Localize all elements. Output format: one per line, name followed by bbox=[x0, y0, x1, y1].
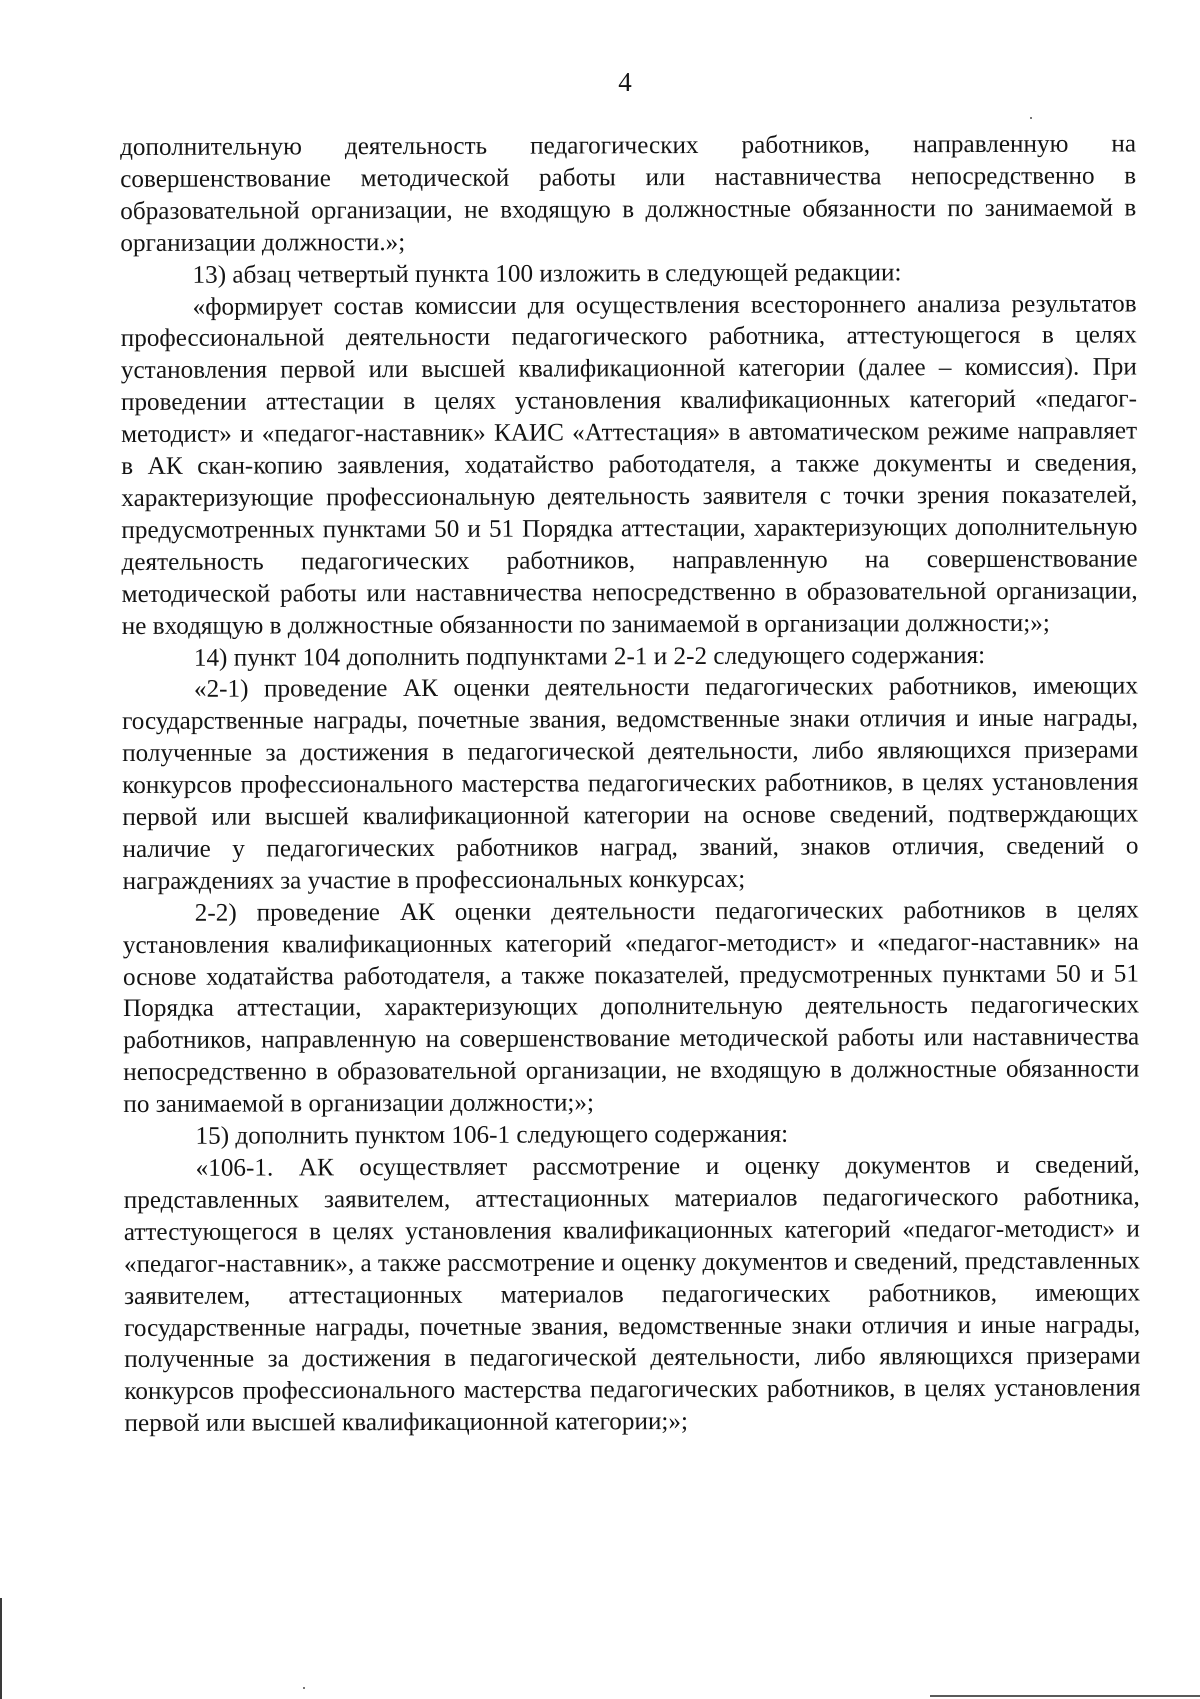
scan-dust-dot bbox=[1030, 117, 1032, 119]
paragraph-item-15: 15) дополнить пунктом 106-1 следующего содержания: bbox=[195, 1120, 789, 1150]
paragraph-subitem-2-2: 2-2) проведение АК оценки деятельности педагогических работников в целях установления квалификационных категорий «педагог-методист» и «педагог-наставник» на основе ходатайства работодателя, а также показателей, предусмотренных пунктами 50 и 51 Порядка аттестации, характеризующих дополнительную деятельность педагогических работников, направленную на совершенствование методической работы или наставничества непосредственно в образовательной организации, не входящую в должностные обязанности по занимаемой в организации должности;»; bbox=[122, 896, 1140, 1119]
paragraph-subitem-2-1: «2-1) проведение АК оценки деятельности педагогических работников, имеющих государственные награды, почетные звания, ведомственные знаки отличия и иные награды, полученные за достижения в педагогической деятельности, либо являющихся призерами конкурсов профессионального мастерства педагогических работников, в целях установления первой или высшей квалификационной категории на основе сведений, подтверждающих наличие у педагогических работников наград, званий, знаков отличия, сведений о награждениях за участие в профессиональных конкурсах; bbox=[122, 672, 1139, 895]
paragraph-continuation: дополнительную деятельность педагогических работников, направленную на совершенствование методической работы или наставничества непосредственно в образовательной организации, не входящую в должностные обязанности по занимаемой в организации должности.»; bbox=[120, 130, 1137, 257]
paragraph-item-13: 13) абзац четвертый пункта 100 изложить в следующей редакции: bbox=[192, 258, 902, 289]
paragraph-item-14: 14) пункт 104 дополнить подпунктами 2-1 и 2-2 следующего содержания: bbox=[193, 641, 986, 672]
scan-dust-dot bbox=[303, 1687, 305, 1689]
page-number: 4 bbox=[618, 67, 632, 97]
scan-edge-mark-bottom bbox=[930, 1695, 1200, 1697]
paragraph-item-13-text: «формирует состав комиссии для осуществления всестороннего анализа результатов профессиональной деятельности педагогического работника, аттестующегося в целях установления первой или высшей квалификационной категории (далее – комиссия). При проведении аттестации в целях установления квалификационных категорий «педагог-методист» и «педагог-наставник» КАИС «Аттестация» в автоматическом режиме направляет в АК скан-копию заявления, ходатайство работодателя, а также документы и сведения, характеризующие профессиональную деятельность заявителя с точки зрения показателей, предусмотренных пунктами 50 и 51 Порядка аттестации, характеризующих дополнительную деятельность педагогических работников, направленную на совершенствование методической работы или наставничества непосредственно в образовательной организации, не входящую в должностные обязанности по занимаемой в организации должности;»; bbox=[120, 289, 1138, 640]
document-body bbox=[120, 128, 1141, 1440]
paragraph-item-106-1-text: «106-1. АК осуществляет рассмотрение и оценку документов и сведений, представленных заявителем, аттестационных материалов педагогического работника, аттестующегося в целях установления квалификационных категорий «педагог-методист» и «педагог-наставник», а также рассмотрение и оценку документов и сведений, представленных заявителем, аттестационных материалов педагогических работников, имеющих государственные награды, почетные звания, ведомственные знаки отличия и иные награды, полученные за достижения в педагогической деятельности, либо являющихся призерами конкурсов профессионального мастерства педагогических работников, в целях установления первой или высшей квалификационной категории;»; bbox=[123, 1151, 1141, 1438]
scan-edge-mark-left bbox=[0, 1598, 2, 1699]
